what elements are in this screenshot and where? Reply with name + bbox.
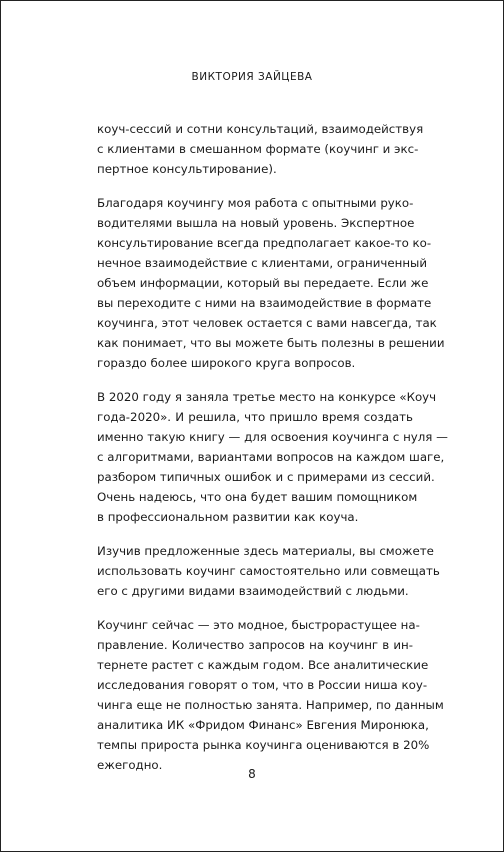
paragraph bbox=[97, 193, 445, 373]
text-line: коуч-сессий и сотни консультаций, взаимодействуя bbox=[97, 122, 424, 136]
text-line: Очень надеюсь, что она будет вашим помощником bbox=[97, 490, 418, 504]
text-line: в профессиональном развитии как коуча. bbox=[97, 510, 359, 524]
text-line: темпы прироста рынка коучинга оцениваются в 20% bbox=[97, 738, 430, 752]
text-line: Благодаря коучингу моя работа с опытными руко- bbox=[97, 196, 414, 210]
text-line: гораздо более широкого круга вопросов. bbox=[97, 356, 356, 370]
text-line: использовать коучинг самостоятельно или совмещать bbox=[97, 564, 440, 578]
running-header: ВИКТОРИЯ ЗАЙЦЕВА bbox=[191, 71, 313, 83]
text-line: консультирование всегда предполагает какое-то ко- bbox=[97, 236, 432, 250]
text-line: аналитика ИК «Фридом Финанс» Евгения Миронюка, bbox=[97, 718, 429, 732]
text-line: вы переходите с ними на взаимодействие в формате bbox=[97, 296, 432, 310]
text-line: ежегодно. bbox=[97, 758, 163, 772]
text-line: объем информации, который вы передаете. Если же bbox=[97, 276, 429, 290]
paragraph bbox=[97, 615, 444, 775]
text-line: пертное консультирование). bbox=[97, 162, 277, 176]
text-line: с клиентами в смешанном формате (коучинг и экс- bbox=[97, 142, 419, 156]
text-line: Изучив предложенные здесь материалы, вы сможете bbox=[97, 544, 434, 558]
text-line: разбором типичных ошибок и с примерами из сессий. bbox=[97, 470, 435, 484]
text-line: с алгоритмами, вариантами вопросов на каждом шаге, bbox=[97, 450, 445, 464]
text-line: чинга еще не полностью занята. Например, по данным bbox=[97, 698, 444, 712]
text-line: водителями вышла на новый уровень. Экспертное bbox=[97, 216, 415, 230]
paragraph bbox=[97, 387, 448, 527]
body-text bbox=[97, 119, 448, 789]
text-line: нечное взаимодействие с клиентами, ограниченный bbox=[97, 256, 428, 270]
text-line: В 2020 году я заняла третье место на конкурсе «Коуч bbox=[97, 390, 437, 404]
paragraph bbox=[97, 541, 440, 601]
text-line: именно такую книгу — для освоения коучинга с нуля — bbox=[97, 430, 448, 444]
text-line: как понимает, что вы можете быть полезны в решении bbox=[97, 336, 445, 350]
text-line: коучинга, этот человек остается с вами навсегда, так bbox=[97, 316, 437, 330]
text-line: исследования говорят о том, что в России ниша коу- bbox=[97, 678, 428, 692]
text-line: тернете растет с каждым годом. Все аналитические bbox=[97, 658, 429, 672]
paragraph bbox=[97, 119, 424, 179]
text-line: его с другими видами взаимодействий с людьми. bbox=[97, 584, 409, 598]
text-line: правление. Количество запросов на коучинг в ин- bbox=[97, 638, 413, 652]
page-number: 8 bbox=[248, 767, 256, 781]
text-line: Коучинг сейчас — это модное, быстрорастущее на- bbox=[97, 618, 420, 632]
text-line: года-2020». И решила, что пришло время создать bbox=[97, 410, 413, 424]
